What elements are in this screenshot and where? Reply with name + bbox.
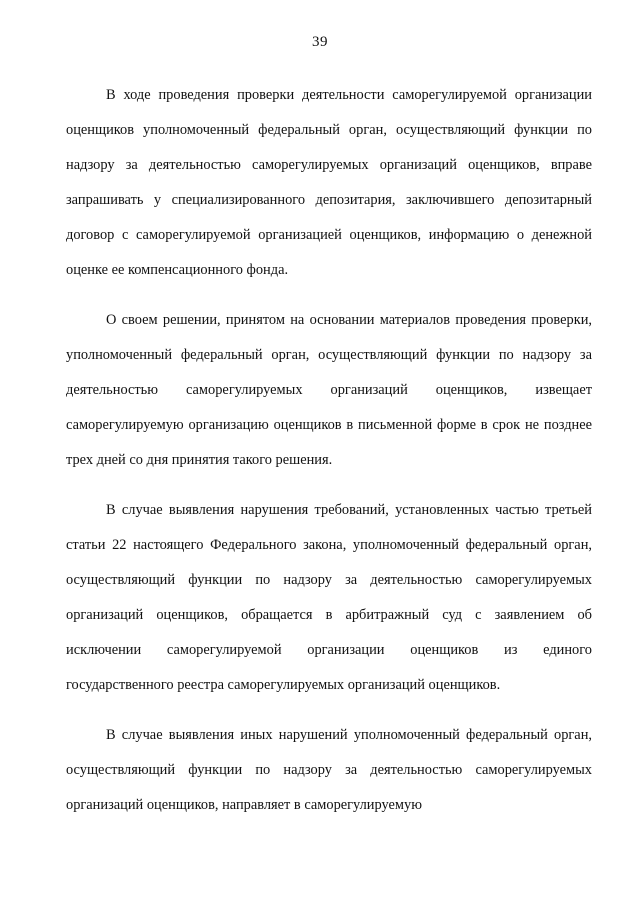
paragraph-2: О своем решении, принятом на основании материалов проведения проверки, уполномоченный федеральный орган, осуществляющий функции по надзору за деятельностью саморегулируемых организаций оценщиков, извещает саморегулируемую организацию оценщиков в письменной форме в срок не позднее трех дней со дня принятия такого решения.	[66, 312, 592, 468]
page-number: 39	[312, 34, 328, 50]
paragraph-3: В случае выявления нарушения требований, установленных частью третьей статьи 22 настоящего Федерального закона, уполномоченный федеральный орган, осуществляющий функции по надзору за деятельностью саморегулируемых организаций оценщиков, обращается в арбитражный суд с заявлением об исключении саморегулируемой организации оценщиков из единого государственного реестра саморегулируемых организаций оценщиков.	[66, 502, 592, 693]
paragraph-4: В случае выявления иных нарушений уполномоченный федеральный орган, осуществляющий функции по надзору за деятельностью саморегулируемых организаций оценщиков, направляет в саморегулируемую	[66, 727, 592, 813]
paragraph-1: В ходе проведения проверки деятельности саморегулируемой организации оценщиков уполномоченный федеральный орган, осуществляющий функции по надзору за деятельностью саморегулируемых организаций оценщиков, вправе запрашивать у специализированного депозитария, заключившего депозитарный договор с саморегулируемой организацией оценщиков, информацию о денежной оценке ее компенсационного фонда.	[66, 87, 592, 278]
document-body	[66, 78, 592, 823]
